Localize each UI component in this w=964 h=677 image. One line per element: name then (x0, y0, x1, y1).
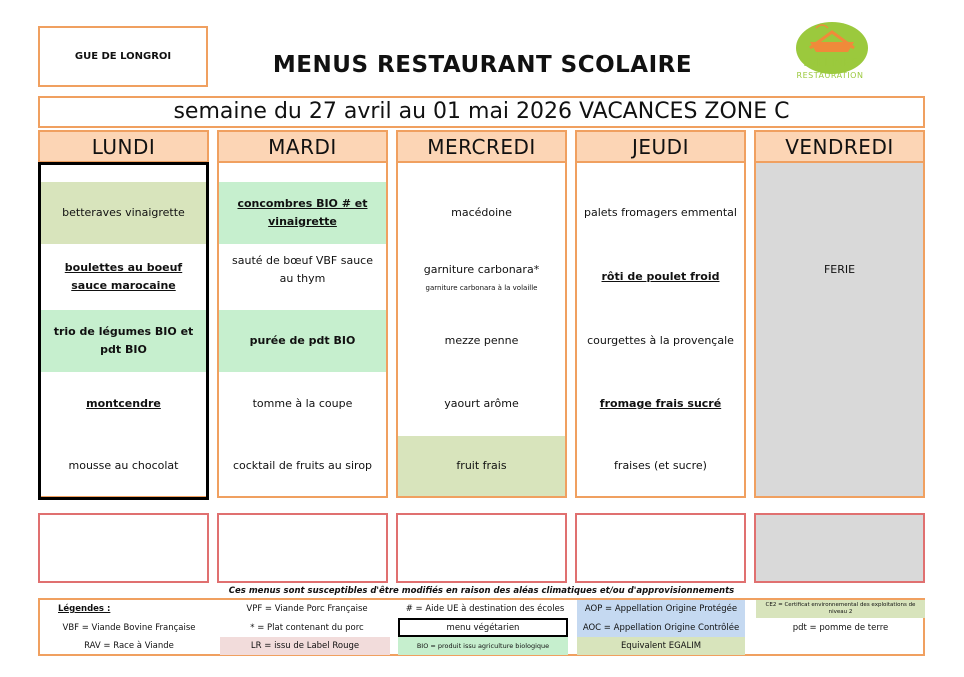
menu-item-text: garniture carbonara* (423, 263, 540, 276)
day-header: VENDREDI (756, 132, 923, 163)
legend-egalim: Equivalent EGALIM (577, 637, 745, 655)
menu-item (219, 436, 386, 496)
legend-vbf: VBF = Viande Bovine Française (62, 622, 196, 633)
menu-item-text: betteraves vinaigrette (62, 206, 185, 219)
holiday-cell (756, 163, 923, 496)
legend-title: Légendes : (58, 604, 111, 614)
extra-box-mardi (217, 513, 388, 583)
day-header: MARDI (219, 132, 386, 163)
logo-text-yvelines: YVELINES (801, 56, 859, 69)
legend-aoc: AOC = Appellation Origine Contrôlée (577, 618, 745, 637)
disclaimer-note: Ces menus sont susceptibles d'être modifiés en raison des aléas climatiques et/ou d'approvisionnements (228, 586, 735, 596)
yvelines-restauration-logo (780, 18, 875, 84)
menu-item (577, 182, 744, 244)
menu-item (219, 182, 386, 244)
day-column-mardi (217, 130, 388, 498)
menu-item-text: macédoine (451, 206, 512, 219)
menu-item-text: courgettes à la provençale (587, 334, 734, 347)
menu-item-text: tomme à la coupe (252, 397, 353, 410)
menu-item (398, 182, 565, 244)
menu-item-text: fruit frais (456, 459, 507, 472)
extra-box-lundi (38, 513, 209, 583)
menu-item-text: palets fromagers emmental (584, 206, 737, 219)
legend-rav: RAV = Race à Viande (84, 641, 174, 651)
page-title: MENUS RESTAURANT SCOLAIRE (272, 52, 693, 78)
legend-ce2: CE2 = Certificat environnemental des exploitations de niveau 2 (756, 600, 925, 618)
menu-item (398, 310, 565, 372)
menu-item (577, 310, 744, 372)
menu-item-text: purée de pdt BIO (249, 334, 356, 347)
legend-label-rouge: LR = issu de Label Rouge (220, 637, 390, 655)
menu-item (398, 244, 565, 310)
legend-pdt: pdt = pomme de terre (792, 622, 889, 633)
menu-item-text: montcendre (86, 397, 161, 410)
menu-item (577, 244, 744, 310)
menu-item (398, 372, 565, 436)
menu-item-subtext: garniture carbonara à la volaille (425, 284, 538, 292)
day-column-jeudi (575, 130, 746, 498)
day-column-lundi (38, 130, 209, 498)
menu-item-text: fraises (et sucre) (614, 459, 707, 472)
menu-item (219, 244, 386, 310)
day-header: JEUDI (577, 132, 744, 163)
menu-item (219, 372, 386, 436)
logo-text-restauration: RESTAURATION (796, 71, 864, 80)
legend-porc: * = Plat contenant du porc (250, 622, 364, 633)
menu-item (577, 436, 744, 496)
extra-box-vendredi (754, 513, 925, 583)
menu-item (577, 372, 744, 436)
menu-item-text: boulettes au boeuf sauce marocaine (64, 261, 183, 292)
legend-aop: AOP = Appellation Origine Protégée (577, 600, 745, 618)
day-column-mercredi (396, 130, 567, 498)
extra-box-mercredi (396, 513, 567, 583)
legend-vegetarian: menu végétarien (398, 618, 568, 637)
menu-item-text: fromage frais sucré (599, 397, 722, 410)
school-name-box (38, 26, 208, 87)
legend-vpf: VPF = Viande Porc Française (246, 604, 368, 614)
menu-item-text: trio de légumes BIO et pdt BIO (53, 325, 194, 356)
day-column-vendredi (754, 130, 925, 498)
holiday-label: FERIE (823, 263, 856, 276)
vegetarian-highlight-frame (38, 162, 209, 500)
menu-item-text: cocktail de fruits au sirop (232, 459, 373, 472)
menu-item-text: mezze penne (444, 334, 519, 347)
menu-item (398, 436, 565, 496)
extra-box-jeudi (575, 513, 746, 583)
menu-item-text: concombres BIO # et vinaigrette (237, 197, 368, 228)
menu-item-text: rôti de poulet froid (601, 270, 720, 283)
menu-item-text: yaourt arôme (444, 397, 519, 410)
menu-item-text: sauté de bœuf VBF sauce au thym (232, 254, 373, 285)
week-banner: semaine du 27 avril au 01 mai 2026 VACANCES ZONE C (38, 96, 925, 128)
day-header: MERCREDI (398, 132, 565, 163)
legend-bio: BIO = produit issu agriculture biologique (398, 637, 568, 655)
legend-ue: # = Aide UE à destination des écoles (405, 604, 565, 614)
school-name: GUE DE LONGROI (74, 51, 172, 62)
day-header: LUNDI (40, 132, 207, 163)
menu-item (219, 310, 386, 372)
menu-item-text: mousse au chocolat (68, 459, 179, 472)
legend (38, 598, 925, 656)
